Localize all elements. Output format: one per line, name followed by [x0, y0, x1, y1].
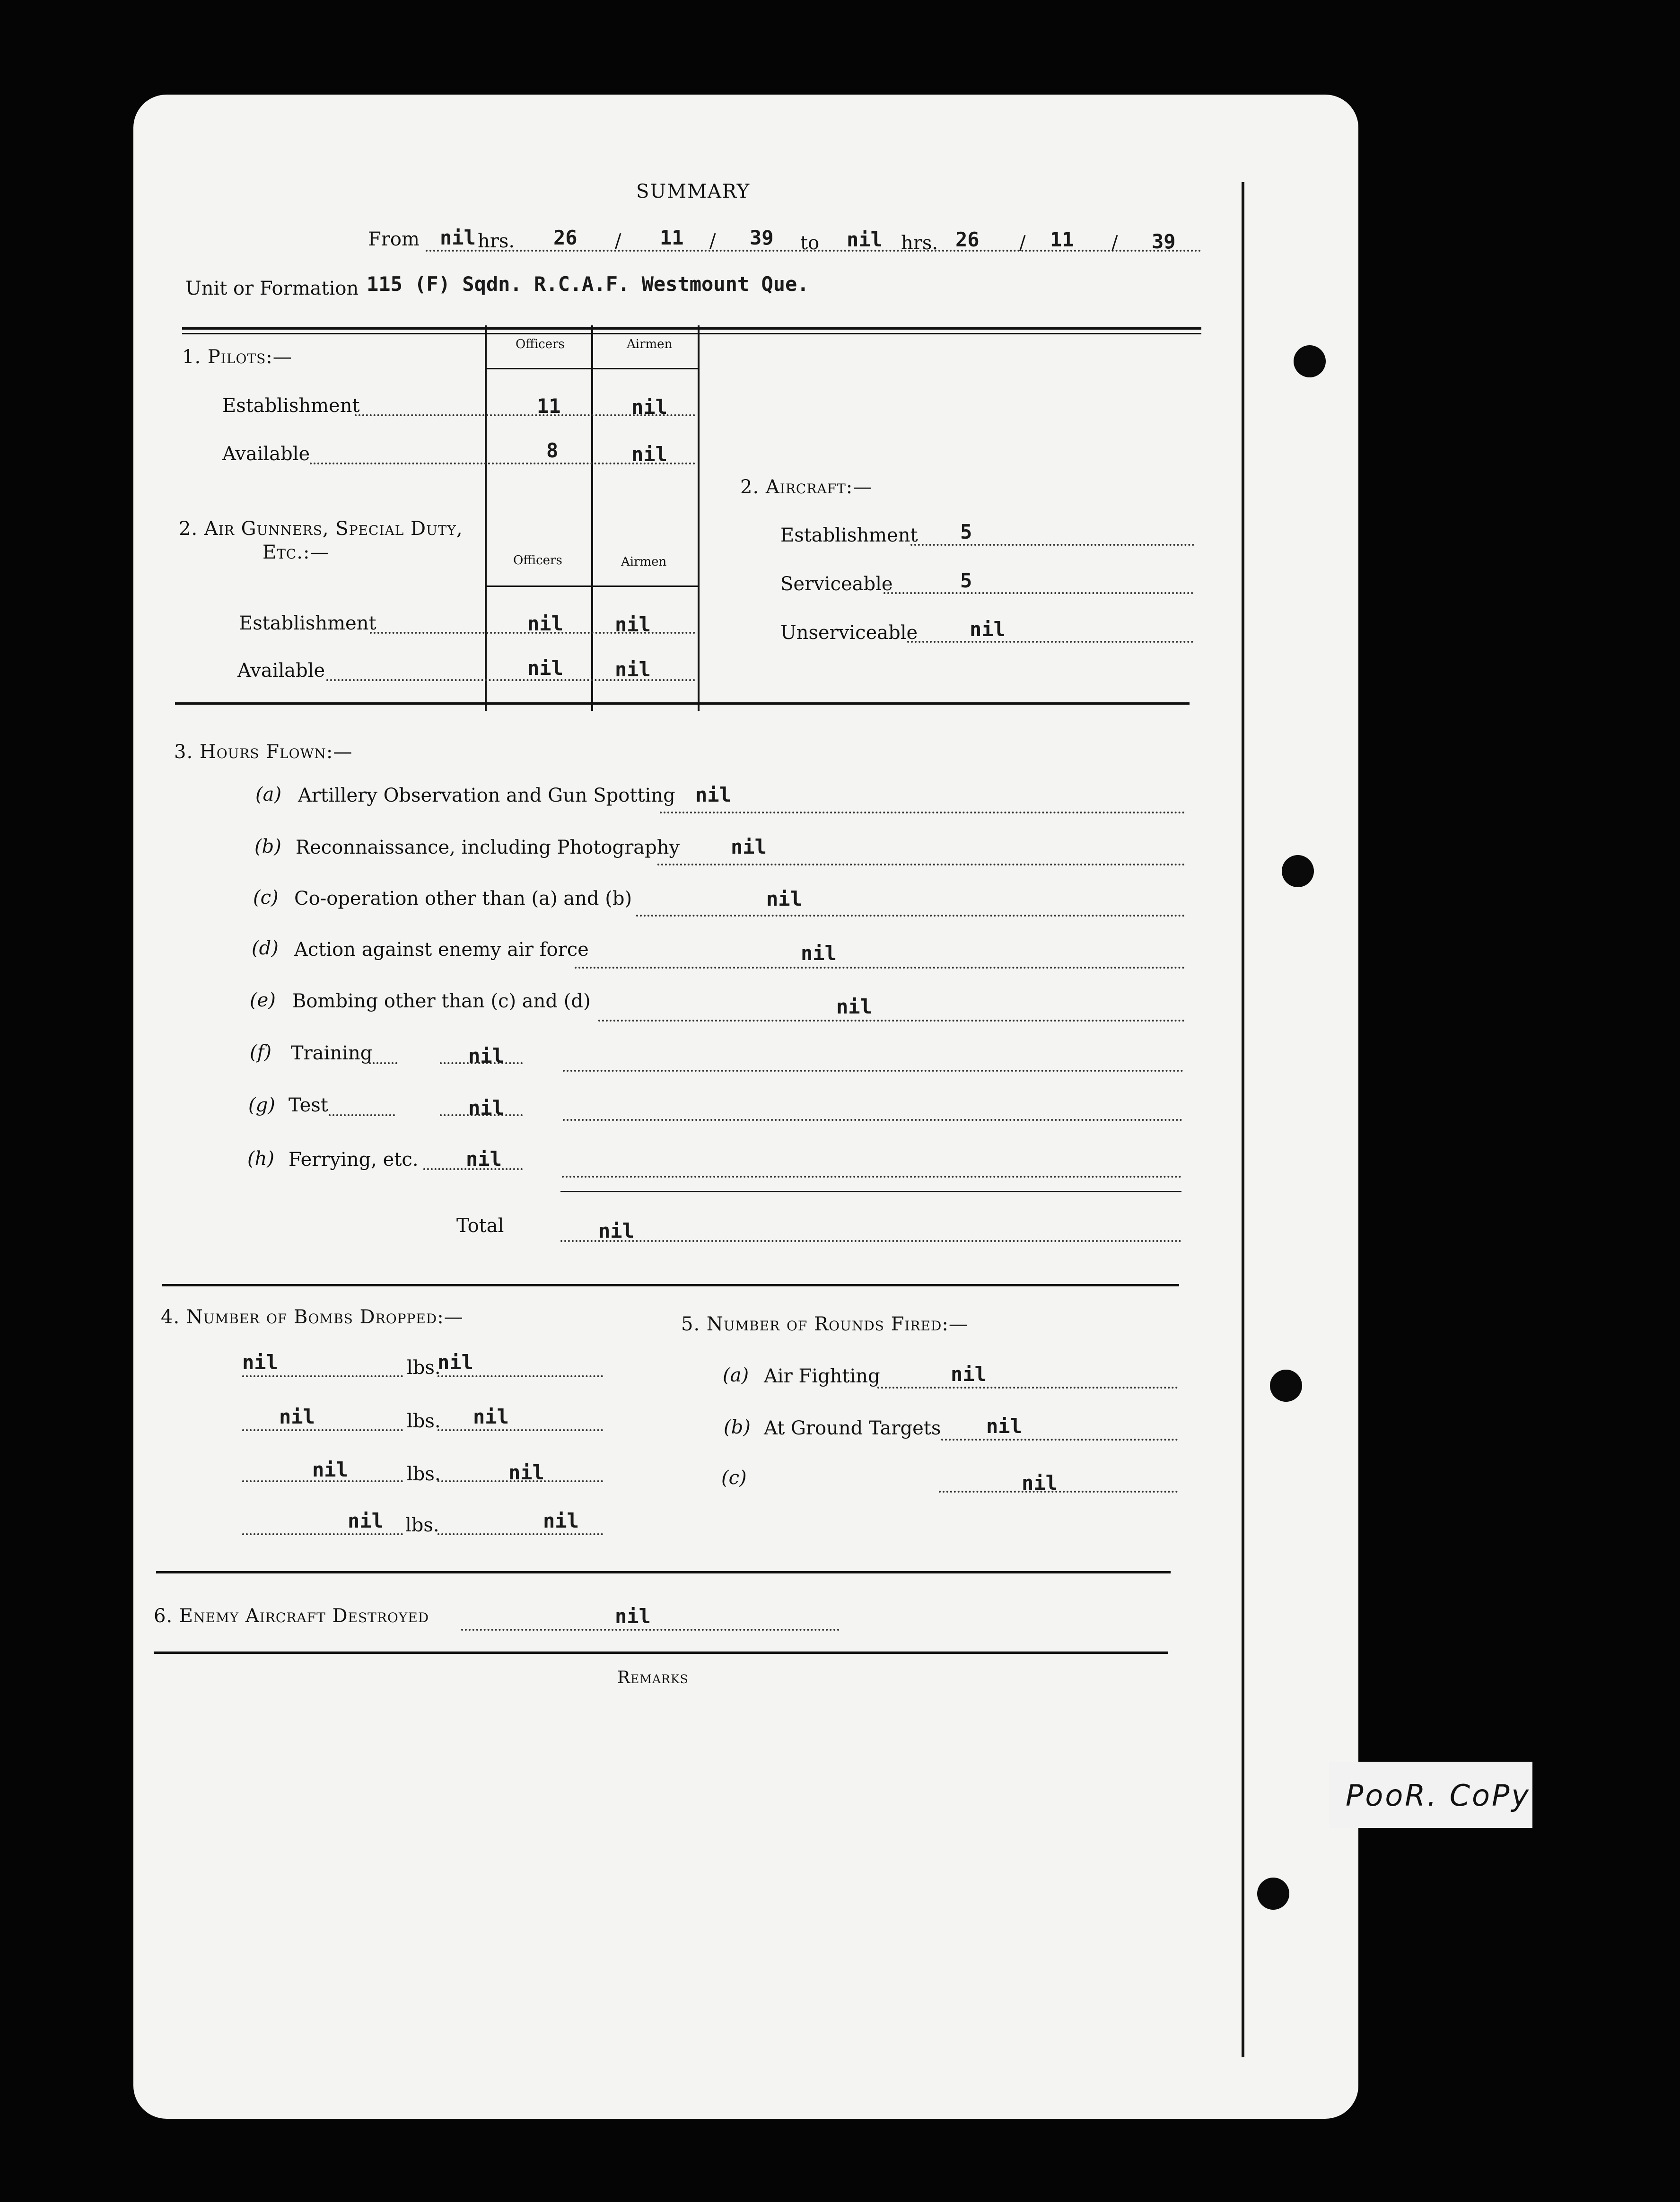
row-dots: [438, 1375, 603, 1377]
row-dots: [242, 1429, 403, 1431]
hours-total-label: Total: [456, 1215, 504, 1237]
remarks-label: Remarks: [617, 1668, 689, 1687]
gunners-col-officers: Officers: [513, 553, 562, 568]
hours-label-b: Reconnaissance, including Photography: [296, 837, 680, 858]
bombs-count-2: nil: [279, 1405, 315, 1428]
hours-key-b: (b): [254, 836, 281, 857]
to-day: 26: [955, 228, 980, 251]
row-dots: [884, 592, 1193, 594]
slash: /: [1111, 232, 1118, 254]
hours-heading: 3. Hours Flown:—: [174, 741, 353, 763]
gunners-establishment-officers: nil: [527, 612, 563, 635]
sticker-text: PooR. CoPy: [1346, 1778, 1531, 1813]
row-dots: [910, 544, 1194, 546]
aircraft-serviceable-label: Serviceable: [780, 573, 893, 595]
bombs-count-4: nil: [348, 1509, 384, 1532]
bombs-weight-1: nil: [438, 1351, 473, 1374]
rounds-value-b: nil: [986, 1415, 1022, 1438]
unit-label: Unit or Formation: [185, 278, 359, 299]
row-dots: [598, 1020, 1185, 1022]
pilots-establishment-airmen: nil: [631, 395, 667, 419]
row-dots: [657, 864, 1185, 865]
punch-hole: [1270, 1370, 1302, 1402]
hours-label-c: Co-operation other than (a) and (b): [294, 888, 632, 909]
hours-key-c: (c): [253, 887, 279, 909]
pilots-establishment-label: Establishment: [222, 395, 360, 417]
hours-value-d: nil: [801, 942, 837, 965]
hours-key-h: (h): [247, 1148, 274, 1170]
pilots-available-officers: 8: [546, 439, 559, 462]
hours-key-e: (e): [250, 989, 276, 1011]
page-title: SUMMARY: [636, 181, 751, 202]
rounds-value-a: nil: [951, 1363, 987, 1386]
hours-label-g: Test: [289, 1094, 328, 1116]
punch-hole: [1257, 1878, 1289, 1910]
row-dots: [461, 1629, 840, 1631]
hours-label-a: Artillery Observation and Gun Spotting: [298, 785, 675, 806]
table-head-rule: [486, 368, 698, 369]
bombs-weight-3: nil: [508, 1461, 544, 1484]
to-year: 39: [1152, 230, 1176, 253]
pilots-col-airmen: Airmen: [627, 337, 673, 351]
gunners-establishment-label: Establishment: [239, 612, 376, 634]
row-dots: [575, 967, 1185, 969]
punch-hole: [1294, 345, 1326, 377]
row-dots: [563, 1070, 1183, 1072]
rounds-key-c: (c): [721, 1467, 747, 1489]
hours-value-f: nil: [468, 1044, 504, 1067]
gunners-heading: 2. Air Gunners, Special Duty,: [179, 518, 463, 540]
row-dots: [329, 1114, 395, 1116]
table-head-rule: [486, 585, 698, 587]
bombs-lbs-4: lbs.: [405, 1514, 439, 1536]
hours-total-value: nil: [598, 1219, 634, 1242]
poor-copy-sticker: [1329, 1762, 1532, 1828]
row-dots: [560, 1240, 1181, 1242]
header-rule-thin: [182, 333, 1201, 334]
hours-key-f: (f): [250, 1041, 272, 1063]
from-day: 26: [553, 226, 578, 249]
margin-rule: [1242, 182, 1244, 2057]
hours-key-g: (g): [248, 1094, 275, 1116]
aircraft-establishment-value: 5: [960, 520, 972, 543]
hours-value-h: nil: [466, 1147, 502, 1171]
to-value: nil: [847, 228, 883, 251]
rounds-label-a: Air Fighting: [764, 1365, 880, 1387]
pilots-available-label: Available: [222, 443, 310, 465]
pilots-available-airmen: nil: [631, 443, 667, 466]
row-dots: [660, 812, 1185, 813]
hours-label-e: Bombing other than (c) and (d): [292, 990, 591, 1012]
hours-value-e: nil: [836, 995, 872, 1018]
row-dots: [907, 641, 1193, 643]
section-rule: [162, 1284, 1179, 1286]
rounds-label-b: At Ground Targets: [764, 1417, 941, 1439]
slash: /: [615, 230, 621, 252]
aircraft-unserviceable-label: Unserviceable: [780, 622, 918, 644]
gunners-heading-cont: Etc.:—: [262, 542, 330, 563]
section-rule: [175, 702, 1190, 705]
bombs-heading: 4. Number of Bombs Dropped:—: [161, 1306, 464, 1328]
gunners-available-airmen: nil: [615, 658, 651, 681]
bombs-lbs-2: lbs.: [407, 1410, 441, 1432]
rounds-key-a: (a): [723, 1364, 749, 1386]
rounds-value-c: nil: [1022, 1471, 1058, 1494]
to-month: 11: [1050, 228, 1074, 251]
hours-value-g: nil: [468, 1096, 504, 1119]
enemy-value: nil: [615, 1605, 651, 1628]
gunners-establishment-airmen: nil: [615, 613, 651, 636]
punch-hole: [1282, 855, 1314, 887]
row-dots: [941, 1439, 1178, 1441]
section-rule: [154, 1652, 1168, 1654]
row-dots: [563, 1119, 1182, 1121]
from-month: 11: [660, 226, 684, 249]
hrs-label: hrs.: [901, 232, 938, 254]
row-dots: [242, 1375, 403, 1377]
gunners-available-officers: nil: [527, 656, 563, 680]
row-dots: [438, 1429, 603, 1431]
pilots-heading: 1. Pilots:—: [182, 346, 292, 368]
slash: /: [709, 230, 716, 252]
row-dots: [877, 1387, 1178, 1389]
hours-label-h: Ferrying, etc.: [289, 1149, 419, 1171]
bombs-count-1: nil: [242, 1351, 278, 1374]
hours-label-f: Training: [291, 1042, 373, 1064]
aircraft-unserviceable-value: nil: [970, 618, 1006, 641]
unit-value: 115 (F) Sqdn. R.C.A.F. Westmount Que.: [367, 272, 809, 296]
bombs-weight-4: nil: [543, 1509, 579, 1532]
aircraft-serviceable-value: 5: [960, 569, 972, 592]
total-rule: [560, 1191, 1181, 1192]
rounds-heading: 5. Number of Rounds Fired:—: [681, 1313, 968, 1335]
to-label: to: [800, 232, 820, 254]
table-col-rule: [485, 325, 487, 711]
section-rule: [156, 1571, 1171, 1573]
header-rule: [182, 327, 1201, 330]
from-year: 39: [750, 226, 774, 249]
pilots-col-officers: Officers: [516, 337, 565, 351]
table-col-rule: [591, 325, 593, 711]
enemy-label: 6. Enemy Aircraft Destroyed: [154, 1605, 429, 1627]
rounds-key-b: (b): [724, 1416, 751, 1438]
hrs-label: hrs.: [478, 230, 515, 252]
row-dots: [438, 1533, 603, 1535]
row-dots: [242, 1533, 403, 1535]
bombs-count-3: nil: [312, 1458, 348, 1481]
row-dots: [369, 1062, 397, 1064]
from-label: From: [368, 228, 420, 250]
hours-value-a: nil: [695, 783, 731, 806]
row-dots: [939, 1491, 1178, 1493]
row-dots: [562, 1176, 1181, 1178]
slash: /: [1019, 232, 1026, 254]
pilots-establishment-officers: 11: [537, 394, 561, 418]
hours-value-b: nil: [731, 835, 767, 858]
bombs-lbs-3: lbs.: [407, 1463, 441, 1485]
gunners-col-airmen: Airmen: [621, 555, 667, 569]
table-col-rule: [698, 325, 700, 711]
aircraft-establishment-label: Establishment: [780, 524, 918, 546]
hours-value-c: nil: [766, 887, 802, 910]
hours-key-a: (a): [255, 784, 282, 805]
bombs-lbs-1: lbs.: [407, 1357, 441, 1379]
bombs-weight-2: nil: [473, 1405, 509, 1428]
aircraft-heading: 2. Aircraft:—: [740, 476, 873, 498]
from-value: nil: [440, 226, 476, 249]
hours-key-d: (d): [252, 937, 279, 959]
row-dots: [636, 915, 1185, 917]
hours-label-d: Action against enemy air force: [294, 939, 589, 961]
gunners-available-label: Available: [237, 660, 325, 682]
